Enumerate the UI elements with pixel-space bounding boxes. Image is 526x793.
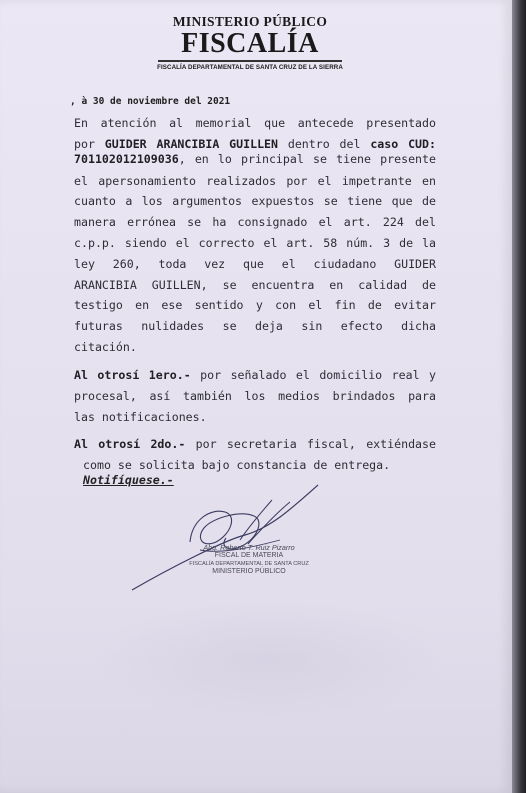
body-line: En atención al memorial que antecede presentado (74, 116, 436, 130)
notifiquese-label: Notifíquese.- (83, 473, 174, 487)
body-line: ARANCIBIA GUILLEN, se encuentra en calidad de (74, 278, 436, 292)
stamp-name: Abg. Roberto T. Ruiz Pizarro (203, 543, 295, 552)
official-stamp (184, 544, 314, 576)
stamp-institution: MINISTERIO PÚBLICO (212, 568, 286, 575)
body-line: futuras nulidades se deja sin efecto dicha (74, 319, 436, 333)
body-line: el apersonamiento realizados por el impetrante en (74, 174, 436, 188)
body-line: citación. (74, 340, 137, 354)
otrosi-2-line: Al otrosí 2do.- por secretaria fiscal, extiéndase (74, 437, 436, 451)
stamp-title: FISCAL DE MATERIA (214, 552, 284, 559)
letterhead-fiscalia: FISCALÍA (181, 28, 319, 59)
body-line: c.p.p. siendo el correcto el art. 58 núm. 3 de la (74, 236, 436, 250)
otrosi-1-line: procesal, así también los medios brindados para (74, 389, 436, 403)
body-line: ley 260, toda vez que el ciudadano GUIDER (74, 257, 436, 271)
letterhead (150, 14, 350, 71)
letterhead-ministerio: MINISTERIO PÚBLICO (172, 14, 328, 29)
body-line: cuanto a los argumentos expuestos se tiene que de (74, 194, 436, 208)
body-line: 701102012109036, en lo principal se tiene presente (74, 152, 436, 166)
date-line: , à 30 de noviembre del 2021 (70, 96, 231, 107)
otrosi-2-line: como se solicita bajo constancia de entrega. (83, 458, 391, 472)
body-line: manera errónea se ha consignado el art. 224 del (74, 215, 436, 229)
body-line: por GUIDER ARANCIBIA GUILLEN dentro del caso CUD: (74, 137, 436, 151)
letterhead-subtitle: FISCALÍA DEPARTAMENTAL DE SANTA CRUZ DE LA SIERRA (157, 63, 343, 71)
body-line: testigo en ese sentido y con el fin de evitar (74, 298, 436, 312)
stamp-office: FISCALÍA DEPARTAMENTAL DE SANTA CRUZ (189, 561, 309, 567)
otrosi-1-line: Al otrosí 1ero.- por señalado el domicilio real y (74, 368, 437, 382)
otrosi-1-line: las notificaciones. (74, 410, 207, 424)
page-edge-shadow (512, 0, 526, 793)
letterhead-rule (158, 60, 342, 62)
handwritten-signature (130, 480, 330, 595)
paper-smudge (90, 600, 450, 720)
